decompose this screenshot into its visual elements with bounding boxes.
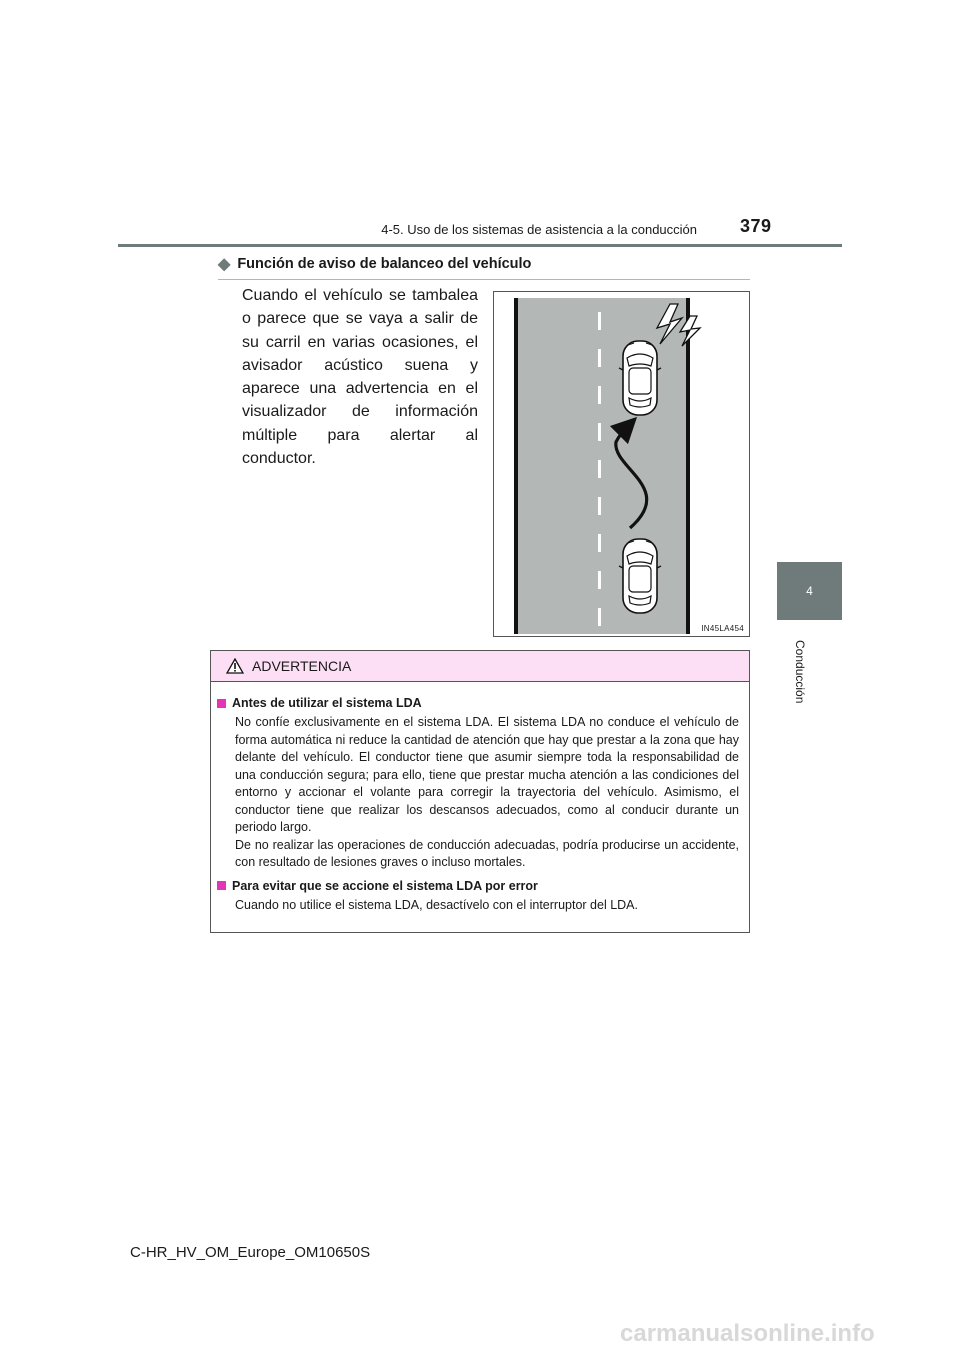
section-title	[218, 254, 750, 280]
warning-item-paragraph: No confíe exclusivamente en el sistema LDA. El sistema LDA no conduce el vehículo de forma automática ni reduce la cantidad de atención que hay que prestar a la zona que hay delante del vehículo. El conductor tiene que asumir siempre toda la responsabilidad de una conducción segura; para ello, tiene que prestar mucha atención a las condiciones del entorno y accionar el volante para corregir la trayectoria del vehículo. Asimismo, el conductor tiene que realizar los descansos adecuados, como al conducir durante un periodo largo.	[235, 715, 739, 834]
lane-line-left	[514, 298, 518, 634]
warning-item-title-text: Antes de utilizar el sistema LDA	[232, 696, 422, 710]
header-section-title: 4-5. Uso de los sistemas de asistencia a la conducción	[381, 222, 697, 237]
car-top	[619, 341, 661, 415]
lane-dashes	[598, 312, 601, 626]
header-divider	[118, 244, 842, 247]
square-bullet-icon	[217, 881, 226, 890]
warning-item-title	[217, 879, 739, 893]
warning-item-paragraph: Cuando no utilice el sistema LDA, desactívelo con el interruptor del LDA.	[235, 897, 638, 912]
car-bottom	[619, 539, 661, 613]
footer-document-id: C-HR_HV_OM_Europe_OM10650S	[130, 1244, 371, 1261]
warning-item-paragraph: De no realizar las operaciones de conducción adecuadas, podría producirse un accidente, con resultado de lesiones graves o incluso mortales.	[235, 837, 739, 869]
warning-body	[211, 682, 749, 914]
lane-line-right	[686, 298, 690, 634]
square-bullet-icon	[217, 699, 226, 708]
warning-item-title	[217, 696, 739, 710]
lane-sway-illustration	[494, 292, 749, 636]
figure-code: IN45LA454	[701, 624, 744, 633]
road-surface	[514, 298, 690, 634]
diamond-icon: ◆	[218, 256, 231, 273]
warning-item-title-text: Para evitar que se accione el sistema LDA por error	[232, 878, 538, 893]
page-number: 379	[740, 216, 772, 236]
intro-paragraph: Cuando el vehículo se tambalea o parece que se vaya a salir de su carril en varias ocasiones, el avisador acústico suena y aparece una advertencia en el visualizador de información múltiple para alertar al conductor.	[242, 287, 478, 468]
warning-box	[210, 650, 750, 933]
warning-triangle-icon	[226, 658, 244, 674]
warning-header	[211, 651, 749, 682]
warning-title: ADVERTENCIA	[252, 658, 352, 674]
lane-sway-figure	[493, 291, 750, 637]
section-title-text: Función de aviso de balanceo del vehículo	[237, 256, 532, 272]
chapter-tab	[777, 562, 842, 620]
footer-watermark-site: carmanualsonline.info	[620, 1320, 875, 1347]
chapter-number: 4	[806, 584, 813, 598]
chapter-label: Conducción	[793, 640, 807, 704]
